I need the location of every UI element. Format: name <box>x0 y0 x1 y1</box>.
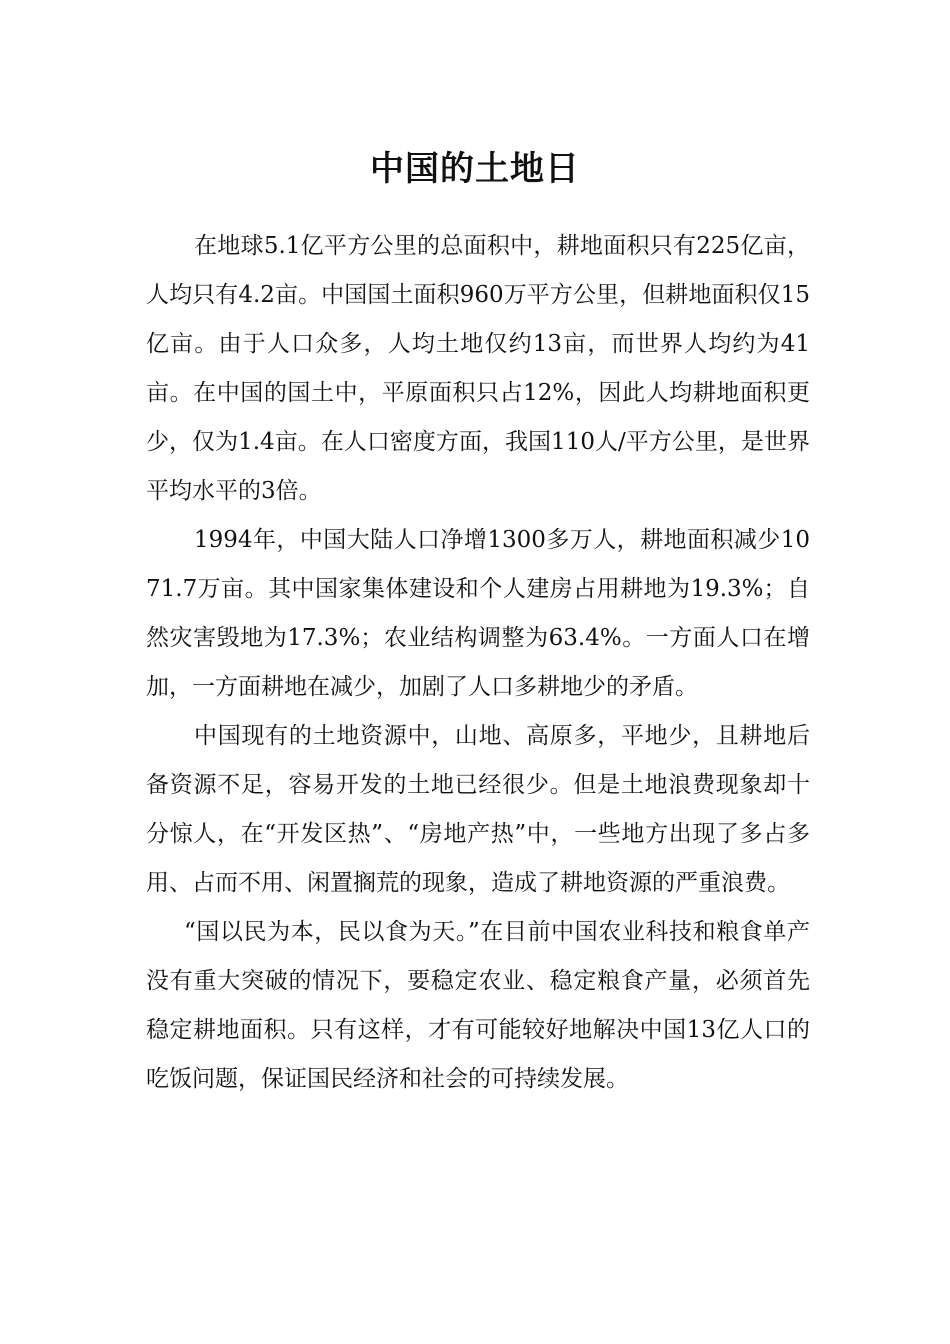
paragraph-1994-changes: 1994年，中国大陆人口净增1300多万人，耕地面积减少1071.7万亩。其中国家集体建设和个人建房占用耕地为19.3%；自然灾害毁地为17.3%；农业结构调整为63.4%。一方面人口在增加，一方面耕地在减少，加剧了人口多耕地少的矛盾。 <box>146 527 810 700</box>
paragraph-land-waste: 中国现有的土地资源中，山地、高原多，平地少，且耕地后备资源不足，容易开发的土地已经很少。但是土地浪费现象却十分惊人，在“开发区热”、“房地产热”中，一些地方出现了多占多用、占而不用、闲置搁荒的现象，造成了耕地资源的严重浪费。 <box>146 723 810 896</box>
paragraph-conclusion: “国以民为本，民以食为天。”在目前中国农业科技和粮食单产没有重大突破的情况下，要稳定农业、稳定粮食产量，必须首先稳定耕地面积。只有这样，才有可能较好地解决中国13亿人口的吃饭问题，保证国民经济和社会的可持续发展。 <box>146 919 810 1092</box>
document-body <box>146 222 810 1104</box>
page-title: 中国的土地日 <box>370 148 580 189</box>
paragraph-land-statistics: 在地球5.1亿平方公里的总面积中，耕地面积只有225亿亩，人均只有4.2亩。中国国土面积960万平方公里，但耕地面积仅15亿亩。由于人口众多，人均土地仅约13亩，而世界人均约为41亩。在中国的国土中，平原面积只占12%，因此人均耕地面积更少，仅为1.4亩。在人口密度方面，我国110人/平方公里，是世界平均水平的3倍。 <box>146 233 810 504</box>
